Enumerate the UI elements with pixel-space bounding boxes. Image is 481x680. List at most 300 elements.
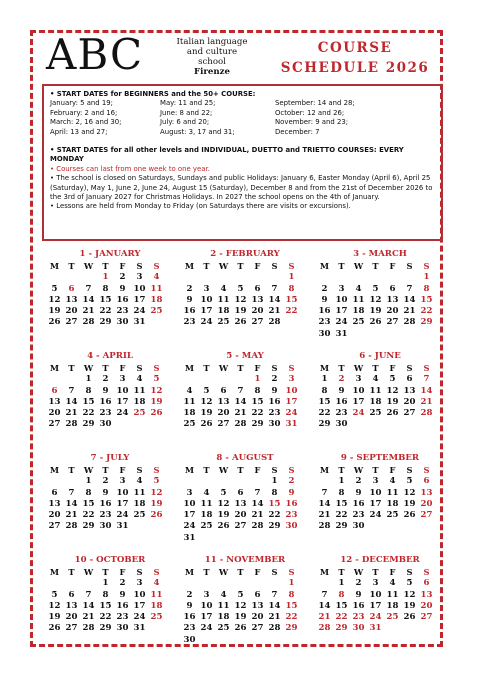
day-cell: 24: [285, 408, 298, 419]
day-cell: 4: [220, 589, 227, 600]
day-cell: 19: [200, 408, 213, 419]
day-cell: 20: [420, 600, 433, 611]
day-cell: 31: [116, 521, 129, 532]
weekday-label: S: [288, 261, 295, 271]
day-cell: 12: [386, 385, 399, 396]
day-cell: 18: [217, 612, 230, 623]
start-date: September: 14 and 28;: [275, 99, 355, 108]
day-cell: 2: [321, 283, 328, 294]
day-cell: 21: [268, 612, 281, 623]
day-cell: [367, 329, 384, 340]
day-cell: 14: [268, 294, 281, 305]
day-cell: 12: [200, 396, 213, 407]
day-cell: 4: [153, 272, 160, 283]
day-cell: [367, 272, 384, 283]
day-cell: 19: [369, 306, 382, 317]
day-cell: 18: [133, 396, 146, 407]
day-cell: 5: [203, 385, 210, 396]
day-cell: 16: [352, 498, 365, 509]
weekday-label: M: [49, 567, 60, 577]
week-row: [181, 386, 309, 397]
day-cell: 7: [237, 385, 244, 396]
weekday-label: T: [372, 567, 379, 577]
day-cell: [46, 272, 63, 283]
day-cell: 18: [150, 600, 163, 611]
day-cell: 2: [186, 283, 193, 294]
weekday-label: M: [184, 363, 195, 373]
day-cell: [350, 329, 367, 340]
month-title: 3 - MARCH: [353, 249, 407, 259]
week-row: [316, 374, 444, 385]
day-cell: 8: [288, 283, 295, 294]
weekday-label: T: [68, 261, 75, 271]
day-cell: 25: [183, 419, 196, 430]
day-cell: 19: [48, 612, 61, 623]
day-cell: 17: [285, 396, 298, 407]
week-row: [46, 510, 174, 521]
day-cell: 28: [82, 317, 95, 328]
day-cell: 15: [318, 396, 331, 407]
day-cell: 27: [234, 521, 247, 532]
day-cell: 10: [200, 294, 213, 305]
weekday-header: [316, 465, 444, 476]
day-cell: [232, 578, 249, 589]
day-cell: [401, 521, 418, 532]
day-cell: 14: [268, 600, 281, 611]
day-cell: 25: [386, 612, 399, 623]
note-lessons: • Lessons are held from Monday to Friday (on Saturdays there are visits or excursions).: [50, 202, 351, 211]
day-cell: 23: [352, 612, 365, 623]
day-cell: 27: [420, 510, 433, 521]
weekday-label: T: [237, 363, 244, 373]
day-cell: 17: [335, 306, 348, 317]
day-cell: [367, 419, 384, 430]
day-cell: 7: [68, 487, 75, 498]
day-cell: 25: [200, 521, 213, 532]
day-cell: 18: [183, 408, 196, 419]
day-cell: 3: [355, 374, 362, 385]
day-cell: 24: [369, 612, 382, 623]
school-line: Italian language: [176, 37, 248, 47]
week-row: [46, 397, 174, 408]
day-cell: 12: [48, 294, 61, 305]
day-cell: 4: [153, 578, 160, 589]
weekday-label: W: [353, 261, 364, 271]
day-cell: 15: [335, 600, 348, 611]
day-cell: 21: [251, 510, 264, 521]
week-row: [181, 476, 309, 487]
day-cell: 5: [220, 487, 227, 498]
weekday-label: S: [153, 363, 160, 373]
weekday-label: S: [406, 363, 413, 373]
day-cell: [46, 578, 63, 589]
weekday-header: [46, 261, 174, 272]
day-cell: 1: [85, 374, 92, 385]
weekday-header: [181, 465, 309, 476]
day-cell: 27: [48, 521, 61, 532]
weekday-label: F: [389, 363, 396, 373]
weekday-label: T: [102, 363, 109, 373]
day-cell: 23: [99, 510, 112, 521]
week-row: [316, 272, 444, 283]
week-row: [181, 488, 309, 499]
day-cell: 21: [234, 408, 247, 419]
day-cell: 3: [186, 487, 193, 498]
day-cell: 8: [288, 589, 295, 600]
day-cell: 10: [183, 498, 196, 509]
day-cell: 30: [116, 317, 129, 328]
start-date: April: 13 and 27;: [50, 127, 108, 136]
day-cell: 8: [254, 385, 261, 396]
day-cell: 24: [200, 317, 213, 328]
day-cell: 26: [234, 623, 247, 634]
day-cell: 22: [285, 306, 298, 317]
day-cell: 27: [251, 317, 264, 328]
day-cell: 1: [102, 272, 109, 283]
day-cell: [181, 476, 198, 487]
week-row: [181, 306, 309, 317]
day-cell: 26: [150, 408, 163, 419]
day-cell: 2: [355, 476, 362, 487]
day-cell: 18: [217, 306, 230, 317]
day-cell: 23: [183, 623, 196, 634]
weekday-label: S: [136, 465, 143, 475]
day-cell: 31: [183, 532, 196, 543]
month-title: 5 - MAY: [226, 351, 264, 361]
week-row: [46, 272, 174, 283]
day-cell: 23: [268, 408, 281, 419]
day-cell: 8: [85, 487, 92, 498]
weekday-label: W: [218, 261, 229, 271]
day-cell: 3: [119, 476, 126, 487]
day-cell: 14: [403, 294, 416, 305]
day-cell: 1: [254, 374, 261, 385]
day-cell: 28: [318, 521, 331, 532]
day-cell: 10: [285, 385, 298, 396]
beginners-dates: [50, 99, 435, 137]
day-cell: 5: [372, 283, 379, 294]
day-cell: [350, 419, 367, 430]
month-calendar: [316, 350, 444, 431]
day-cell: 30: [352, 521, 365, 532]
start-date: March: 2, 16 and 30;: [50, 118, 122, 127]
day-cell: 10: [200, 600, 213, 611]
week-row: [46, 386, 174, 397]
day-cell: 29: [82, 419, 95, 430]
day-cell: [181, 578, 198, 589]
day-cell: 19: [386, 396, 399, 407]
day-cell: 7: [85, 589, 92, 600]
day-cell: 4: [136, 476, 143, 487]
day-cell: 4: [186, 385, 193, 396]
day-cell: [418, 623, 435, 634]
day-cell: 18: [352, 306, 365, 317]
day-cell: 10: [133, 283, 146, 294]
week-row: [316, 306, 444, 317]
month-calendar: [46, 248, 174, 329]
day-cell: [215, 272, 232, 283]
day-cell: 6: [237, 487, 244, 498]
day-cell: 19: [217, 510, 230, 521]
day-cell: 3: [203, 283, 210, 294]
day-cell: 26: [403, 510, 416, 521]
weekday-label: T: [203, 567, 210, 577]
day-cell: 13: [217, 396, 230, 407]
weekday-label: T: [203, 363, 210, 373]
day-cell: 14: [82, 294, 95, 305]
day-cell: 26: [48, 317, 61, 328]
day-cell: 10: [369, 487, 382, 498]
weekday-label: S: [271, 567, 278, 577]
weekday-label: W: [83, 465, 94, 475]
month-title: 12 - DECEMBER: [340, 555, 420, 565]
day-cell: 7: [423, 374, 430, 385]
day-cell: [418, 419, 435, 430]
week-row: [46, 408, 174, 419]
day-cell: 4: [389, 476, 396, 487]
day-cell: 28: [268, 623, 281, 634]
day-cell: 14: [82, 600, 95, 611]
weekday-label: S: [423, 363, 430, 373]
day-cell: [215, 533, 232, 544]
weekday-label: W: [353, 567, 364, 577]
weekday-label: T: [237, 261, 244, 271]
day-cell: 9: [186, 600, 193, 611]
day-cell: 1: [85, 476, 92, 487]
week-row: [46, 284, 174, 295]
week-row: [46, 306, 174, 317]
weekday-label: T: [68, 567, 75, 577]
weekday-label: T: [338, 567, 345, 577]
week-row: [181, 510, 309, 521]
weekday-label: F: [254, 465, 261, 475]
day-cell: 6: [68, 589, 75, 600]
day-cell: 20: [251, 306, 264, 317]
day-cell: 15: [420, 294, 433, 305]
day-cell: 22: [99, 612, 112, 623]
day-cell: 12: [48, 600, 61, 611]
week-row: [316, 590, 444, 601]
day-cell: [232, 374, 249, 385]
day-cell: 1: [288, 578, 295, 589]
week-row: [316, 284, 444, 295]
weekday-label: S: [136, 363, 143, 373]
month-calendar: [316, 554, 444, 635]
day-cell: [215, 374, 232, 385]
day-cell: 7: [406, 283, 413, 294]
weekday-label: F: [389, 261, 396, 271]
weekday-label: M: [319, 465, 330, 475]
day-cell: 16: [183, 306, 196, 317]
day-cell: 15: [335, 498, 348, 509]
day-cell: 20: [65, 612, 78, 623]
week-row: [46, 488, 174, 499]
month-title: 1 - JANUARY: [79, 249, 141, 259]
day-cell: 19: [150, 498, 163, 509]
day-cell: [249, 272, 266, 283]
weekday-header: [46, 465, 174, 476]
day-cell: 19: [403, 498, 416, 509]
weekday-label: T: [203, 465, 210, 475]
day-cell: 16: [335, 396, 348, 407]
weekday-label: S: [288, 363, 295, 373]
day-cell: 2: [186, 589, 193, 600]
weekday-label: F: [254, 261, 261, 271]
day-cell: 4: [389, 578, 396, 589]
day-cell: 10: [335, 294, 348, 305]
weekday-label: S: [271, 261, 278, 271]
day-cell: 21: [82, 306, 95, 317]
day-cell: 18: [386, 498, 399, 509]
day-cell: 12: [234, 600, 247, 611]
month-title: 8 - AUGUST: [216, 453, 274, 463]
day-cell: 31: [133, 623, 146, 634]
day-cell: 20: [420, 498, 433, 509]
day-cell: [384, 272, 401, 283]
day-cell: 2: [288, 476, 295, 487]
day-cell: 9: [288, 487, 295, 498]
day-cell: 26: [234, 317, 247, 328]
day-cell: 21: [318, 612, 331, 623]
day-cell: 15: [285, 294, 298, 305]
month-calendar: [181, 350, 309, 431]
weekday-label: F: [119, 567, 126, 577]
beginners-heading: • START DATES for BEGINNERS and the 50+ COURSE:: [50, 90, 256, 98]
weekday-label: W: [218, 465, 229, 475]
day-cell: 3: [372, 578, 379, 589]
day-cell: 11: [150, 283, 163, 294]
day-cell: 25: [133, 510, 146, 521]
day-cell: [232, 533, 249, 544]
day-cell: [418, 329, 435, 340]
day-cell: 28: [251, 521, 264, 532]
weekday-label: S: [406, 567, 413, 577]
week-row: [181, 601, 309, 612]
weekday-label: F: [119, 363, 126, 373]
day-cell: 5: [406, 476, 413, 487]
day-cell: 23: [285, 510, 298, 521]
week-row: [316, 601, 444, 612]
day-cell: 11: [386, 589, 399, 600]
day-cell: 7: [271, 589, 278, 600]
day-cell: 21: [65, 510, 78, 521]
weekday-label: S: [153, 465, 160, 475]
start-date: November: 9 and 23;: [275, 118, 349, 127]
day-cell: [266, 635, 283, 646]
day-cell: [266, 272, 283, 283]
day-cell: 22: [82, 408, 95, 419]
day-cell: 16: [268, 396, 281, 407]
day-cell: 27: [386, 317, 399, 328]
day-cell: [249, 635, 266, 646]
week-row: [181, 374, 309, 385]
day-cell: 26: [386, 408, 399, 419]
day-cell: 1: [102, 578, 109, 589]
week-row: [181, 612, 309, 623]
school-logo: ABC: [46, 30, 144, 79]
day-cell: 24: [116, 510, 129, 521]
week-row: [181, 317, 309, 328]
day-cell: 13: [48, 396, 61, 407]
day-cell: 24: [133, 306, 146, 317]
start-date: January: 5 and 19;: [50, 99, 113, 108]
weekday-header: [46, 567, 174, 578]
day-cell: 15: [251, 396, 264, 407]
month-title: 10 - OCTOBER: [74, 555, 146, 565]
day-cell: 9: [119, 283, 126, 294]
day-cell: 8: [85, 385, 92, 396]
day-cell: 25: [352, 317, 365, 328]
day-cell: 25: [217, 317, 230, 328]
month-calendar: [46, 554, 174, 635]
day-cell: 25: [150, 612, 163, 623]
day-cell: 13: [234, 498, 247, 509]
day-cell: 17: [200, 612, 213, 623]
day-cell: [181, 272, 198, 283]
day-cell: 4: [220, 283, 227, 294]
day-cell: 26: [150, 510, 163, 521]
day-cell: 6: [51, 487, 58, 498]
day-cell: 16: [352, 600, 365, 611]
weekday-label: T: [102, 465, 109, 475]
week-row: [46, 295, 174, 306]
title-line: COURSE: [317, 40, 393, 56]
day-cell: [198, 374, 215, 385]
day-cell: 20: [65, 306, 78, 317]
day-cell: 19: [234, 612, 247, 623]
day-cell: [80, 272, 97, 283]
day-cell: [148, 419, 165, 430]
day-cell: 21: [268, 306, 281, 317]
day-cell: 17: [116, 498, 129, 509]
day-cell: 11: [352, 294, 365, 305]
day-cell: [63, 272, 80, 283]
day-cell: 11: [217, 294, 230, 305]
day-cell: 11: [133, 385, 146, 396]
week-row: [181, 590, 309, 601]
day-cell: 9: [102, 385, 109, 396]
start-date: June: 8 and 22;: [160, 108, 213, 117]
weekday-label: M: [184, 465, 195, 475]
week-row: [316, 419, 444, 430]
day-cell: [384, 419, 401, 430]
month-calendar: [181, 452, 309, 544]
day-cell: 16: [318, 306, 331, 317]
weekday-header: [181, 363, 309, 374]
day-cell: 22: [318, 408, 331, 419]
day-cell: 28: [234, 419, 247, 430]
day-cell: 23: [116, 306, 129, 317]
day-cell: 13: [48, 498, 61, 509]
day-cell: 13: [65, 600, 78, 611]
day-cell: [283, 635, 300, 646]
weekday-header: [46, 363, 174, 374]
weekday-label: S: [271, 465, 278, 475]
weekday-label: T: [102, 261, 109, 271]
day-cell: 8: [271, 487, 278, 498]
day-cell: 2: [271, 374, 278, 385]
day-cell: 29: [268, 521, 281, 532]
day-cell: 3: [288, 374, 295, 385]
day-cell: 30: [183, 634, 196, 645]
day-cell: 4: [136, 374, 143, 385]
day-cell: 27: [65, 317, 78, 328]
day-cell: 31: [335, 328, 348, 339]
day-cell: 20: [403, 396, 416, 407]
other-levels-heading: • START DATES for all other levels and INDIVIDUAL, DUETTO and TRIETTO COURSES: EVERY MONDAY: [50, 146, 404, 164]
note-closures: • The school is closed on Saturdays, Sundays and public Holidays: January 6, Easter Monday (April 6), April 25 (Saturday), May 1, June 2, June 24, August 15 (Saturday), December 8 and from the 21st of December 2026 to the 3rd of January 2027 for Christmas Holidays. In 2027 the school opens on the 4th of January.: [50, 174, 433, 202]
day-cell: 14: [318, 498, 331, 509]
